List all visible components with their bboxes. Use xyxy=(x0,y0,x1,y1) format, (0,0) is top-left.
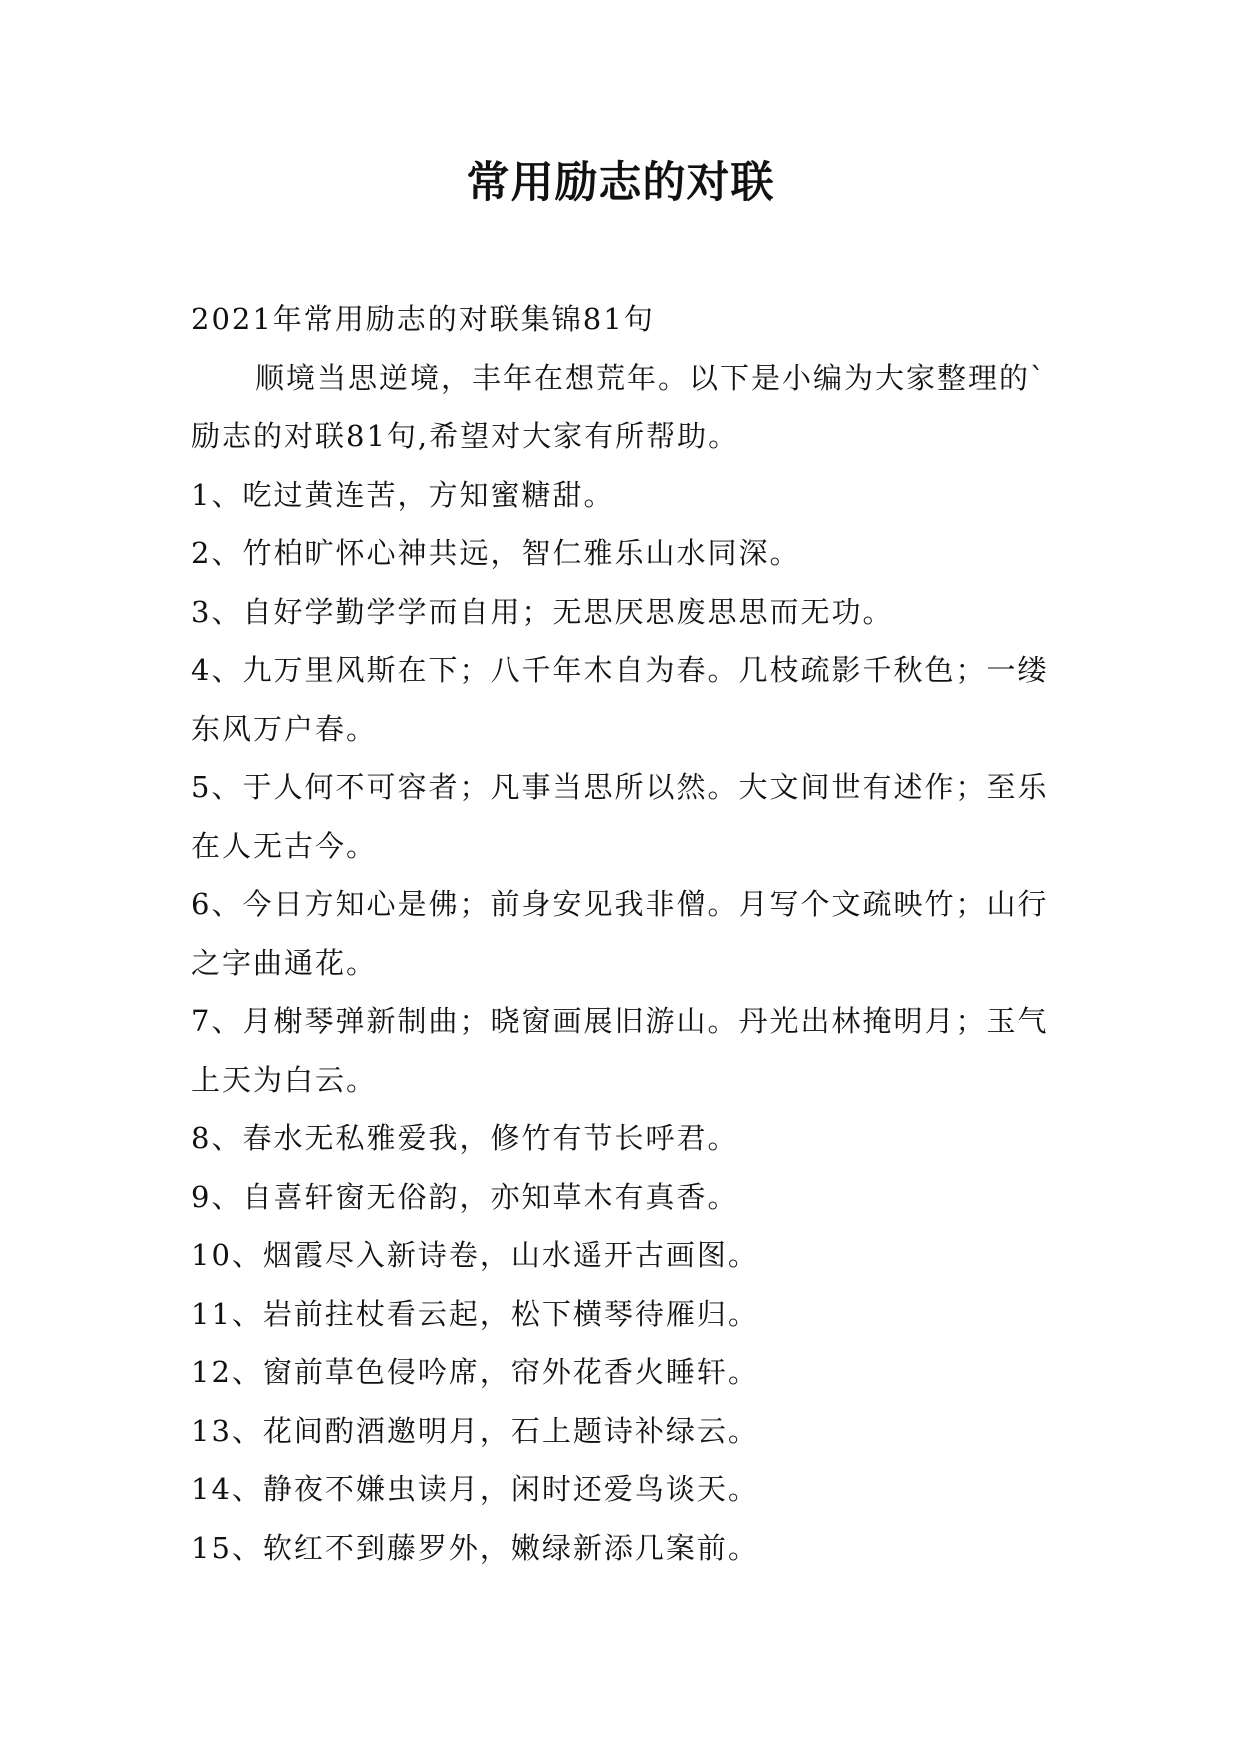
couplet-item: 15、软红不到藤罗外，嫩绿新添几案前。 xyxy=(191,1530,759,1565)
couplet-item: 6、今日方知心是佛；前身安见我非僧。月写个文疏映竹；山行之字曲通花。 xyxy=(191,887,1049,980)
couplet-item: 11、岩前拄杖看云起，松下横琴待雁归。 xyxy=(191,1296,759,1331)
couplet-item: 8、春水无私雅爱我，修竹有节长呼君。 xyxy=(191,1121,739,1155)
couplet-item: 9、自喜轩窗无俗韵，亦知草木有真香。 xyxy=(191,1179,739,1214)
couplet-item: 7、月榭琴弹新制曲；晓窗画展旧游山。丹光出林掩明月；玉气上天为白云。 xyxy=(191,1004,1049,1097)
couplet-item: 3、自好学勤学学而自用；无思厌思废思思而无功。 xyxy=(191,594,894,629)
couplet-item: 12、窗前草色侵吟席，帘外花香火睡轩。 xyxy=(191,1355,759,1389)
couplet-item: 4、九万里风斯在下；八千年木自为春。几枝疏影千秋色；一缕东风万户春。 xyxy=(191,653,1049,746)
couplet-item: 2、竹柏旷怀心神共远，智仁雅乐山水同深。 xyxy=(191,536,801,570)
couplet-item: 5、于人何不可容者；凡事当思所以然。大文间世有述作；至乐在人无古今。 xyxy=(191,770,1049,863)
couplet-item: 13、花间酌酒邀明月，石上题诗补绿云。 xyxy=(191,1413,759,1448)
couplet-item: 14、静夜不嫌虫读月，闲时还爱鸟谈天。 xyxy=(191,1472,759,1506)
document-body xyxy=(191,290,1061,1577)
document-subtitle: 2021年常用励志的对联集锦81句 xyxy=(191,302,655,336)
intro-paragraph: 顺境当思逆境，丰年在想荒年。以下是小编为大家整理的`励志的对联81句,希望对大家有所帮助。 xyxy=(191,360,1047,453)
couplet-item: 10、烟霞尽入新诗卷，山水遥开古画图。 xyxy=(191,1238,759,1272)
document-title: 常用励志的对联 xyxy=(466,158,775,208)
couplet-item: 1、吃过黄连苦，方知蜜糖甜。 xyxy=(191,477,615,512)
